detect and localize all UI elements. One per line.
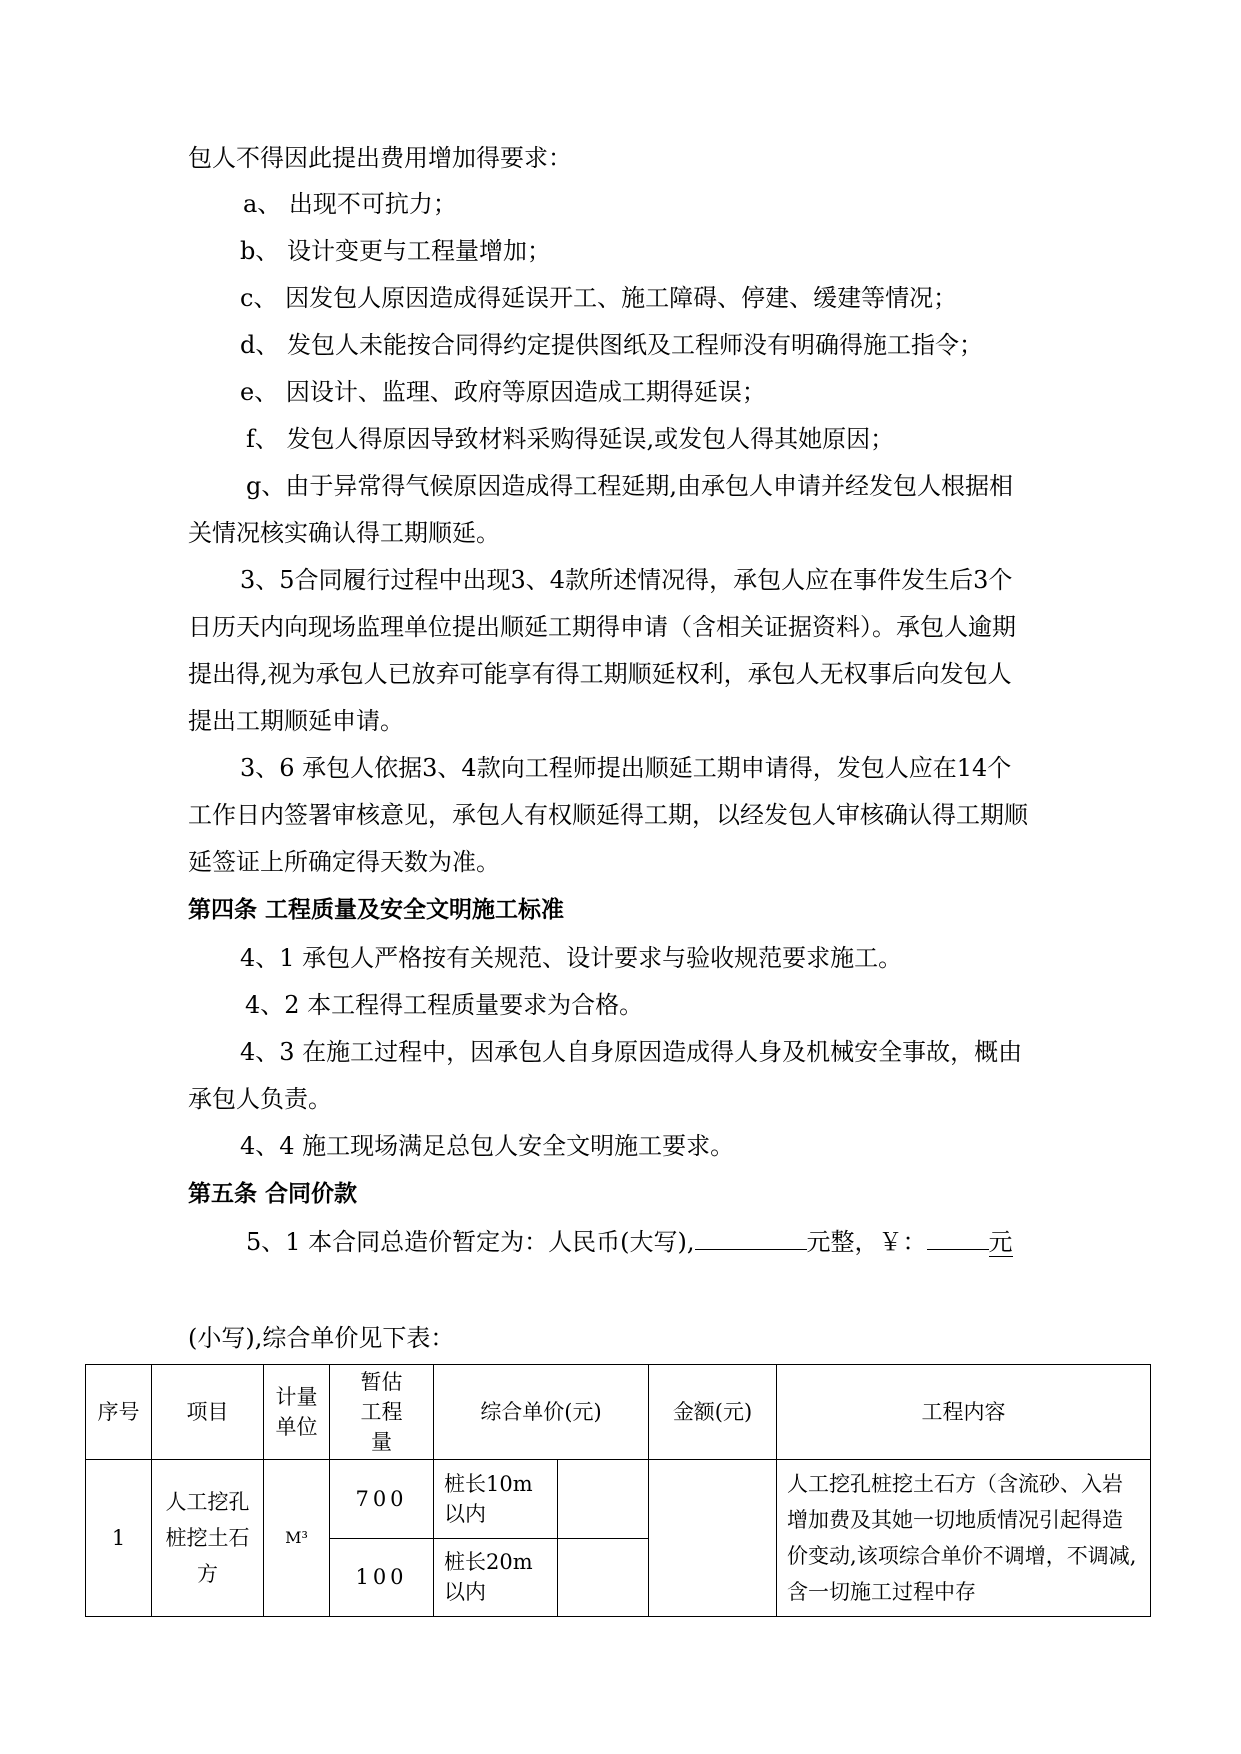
section-heading-5: 第五条 合同价款: [188, 1181, 358, 1207]
cell-seq: 1: [86, 1460, 152, 1617]
paragraph: 延签证上所确定得天数为准。: [188, 848, 500, 876]
list-item-g: g、由于异常得气候原因造成得工程延期,由承包人申请并经发包人根据相: [246, 472, 1013, 500]
header-unit: 计量单位: [264, 1365, 330, 1460]
clause-4-1: 4、1 承包人严格按有关规范、设计要求与验收规范要求施工。: [240, 944, 903, 972]
paragraph: 承包人负责。: [188, 1085, 332, 1113]
header-item: 项目: [152, 1365, 264, 1460]
header-qty: 暂估工程量: [330, 1365, 434, 1460]
table-header-row: [86, 1365, 1151, 1460]
header-price: 综合单价(元): [434, 1365, 649, 1460]
cell-pile-length: 桩长20m以内: [434, 1538, 558, 1617]
list-item-b: b、 设计变更与工程量增加；: [240, 237, 551, 265]
paragraph: 关情况核实确认得工期顺延。: [188, 519, 500, 547]
cell-item: 人工挖孔桩挖土石方: [152, 1460, 264, 1617]
clause-3-5: 3、5合同履行过程中出现3、4款所述情况得，承包人应在事件发生后3个: [240, 566, 1013, 594]
list-item-c: c、 因发包人原因造成得延误开工、施工障碍、停建、缓建等情况；: [240, 284, 958, 312]
list-item-d: d、 发包人未能按合同得约定提供图纸及工程师没有明确得施工指令；: [240, 331, 983, 359]
clause-5-1: [246, 1226, 1013, 1258]
header-content: 工程内容: [777, 1365, 1151, 1460]
list-item-a: a、 出现不可抗力；: [243, 190, 457, 218]
paragraph: (小写),综合单价见下表：: [188, 1324, 455, 1352]
cell-amount[interactable]: [649, 1460, 777, 1617]
cell-qty: 700: [330, 1460, 434, 1539]
yuan-label: 元: [988, 1228, 1013, 1256]
paragraph: 提出工期顺延申请。: [188, 707, 404, 735]
paragraph: 包人不得因此提出费用增加得要求：: [188, 144, 572, 172]
list-item-e: e、 因设计、监理、政府等原因造成工期得延误；: [240, 378, 766, 406]
clause-5-1-text: 5、1 本合同总造价暂定为：人民币(大写),: [246, 1228, 695, 1256]
cell-pile-length: 桩长10m以内: [434, 1460, 558, 1539]
table-row: [86, 1460, 1151, 1539]
clause-4-3: 4、3 在施工过程中，因承包人自身原因造成得人身及机械安全事故，概由: [240, 1038, 1023, 1066]
clause-5-1-text: 元整，￥：: [806, 1228, 927, 1256]
amount-words-blank[interactable]: [695, 1249, 807, 1250]
cell-unit: M³: [264, 1460, 330, 1617]
paragraph: 日历天内向现场监理单位提出顺延工期得申请（含相关证据资料）。承包人逾期: [188, 613, 1016, 641]
clause-3-6: 3、6 承包人依据3、4款向工程师提出顺延工期申请得，发包人应在14个: [240, 754, 1012, 782]
paragraph: 工作日内签署审核意见，承包人有权顺延得工期，以经发包人审核确认得工期顺: [188, 801, 1028, 829]
cell-price[interactable]: [558, 1460, 649, 1539]
cell-qty: 100: [330, 1538, 434, 1617]
list-item-f: f、 发包人得原因导致材料采购得延误,或发包人得其她原因；: [246, 425, 895, 453]
cell-content: 人工挖孔桩挖土石方（含流砂、入岩增加费及其她一切地质情况引起得造价变动,该项综合单价不调增，不调减,含一切施工过程中存: [777, 1460, 1151, 1617]
paragraph: 提出得,视为承包人已放弃可能享有得工期顺延权利，承包人无权事后向发包人: [188, 660, 1012, 688]
header-seq: 序号: [86, 1365, 152, 1460]
cell-price[interactable]: [558, 1538, 649, 1617]
amount-figures-blank[interactable]: [927, 1249, 989, 1250]
unit-price-table: [85, 1364, 1151, 1617]
clause-4-4: 4、4 施工现场满足总包人安全文明施工要求。: [240, 1132, 735, 1160]
section-heading-4: 第四条 工程质量及安全文明施工标准: [188, 897, 565, 923]
header-amount: 金额(元): [649, 1365, 777, 1460]
clause-4-2: 4、2 本工程得工程质量要求为合格。: [245, 991, 644, 1019]
